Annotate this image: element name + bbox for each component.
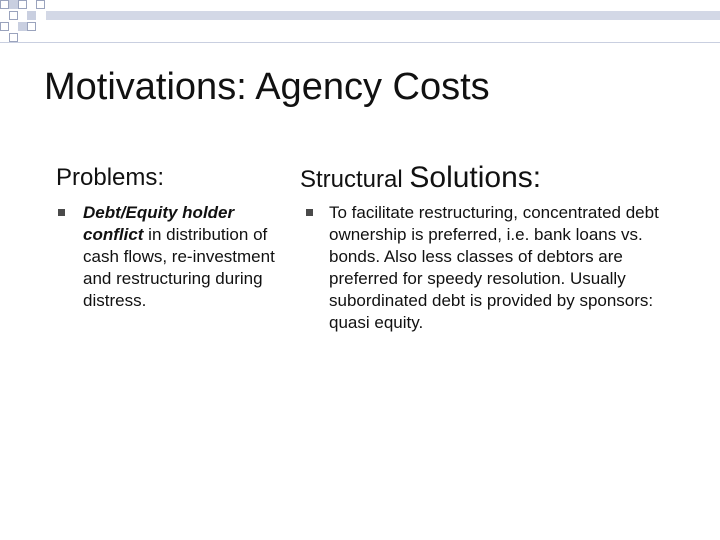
solutions-heading-main: Solutions: (409, 161, 542, 194)
problems-heading: Problems: (56, 164, 165, 191)
decor-square (36, 0, 45, 9)
decor-square (27, 11, 36, 20)
problems-bullet-item (56, 202, 286, 312)
slide-title: Motivations: Agency Costs (44, 66, 490, 108)
decor-square (27, 22, 36, 31)
decor-square (18, 22, 27, 31)
decor-square (9, 33, 18, 42)
problems-bullet-text (83, 202, 283, 312)
solutions-bullet-item (300, 202, 690, 334)
decor-square (9, 0, 18, 9)
title-divider (0, 42, 720, 43)
solutions-heading-prefix: Structural (300, 166, 410, 193)
problems-column (56, 162, 286, 312)
decor-square (18, 0, 27, 9)
decor-square (0, 0, 9, 9)
square-bullet-icon (58, 209, 65, 216)
header-bar (46, 11, 720, 20)
decor-square (9, 11, 18, 20)
solutions-bullet-text: To facilitate restructuring, concentrated debt ownership is preferred, i.e. bank loans vs. bonds. Also less classes of debtors are preferred for speedy resolution. Usually subordinated debt is provided by sponsors: quasi equity. (329, 203, 659, 332)
solutions-heading (300, 162, 690, 196)
problems-body: in distribution of cash flows, re-investment and restructuring during distress. (83, 225, 275, 310)
solutions-column (300, 162, 690, 334)
problems-emphasis: Debt/Equity holder conflict (83, 203, 235, 244)
square-bullet-icon (306, 209, 313, 216)
decor-square (0, 22, 9, 31)
